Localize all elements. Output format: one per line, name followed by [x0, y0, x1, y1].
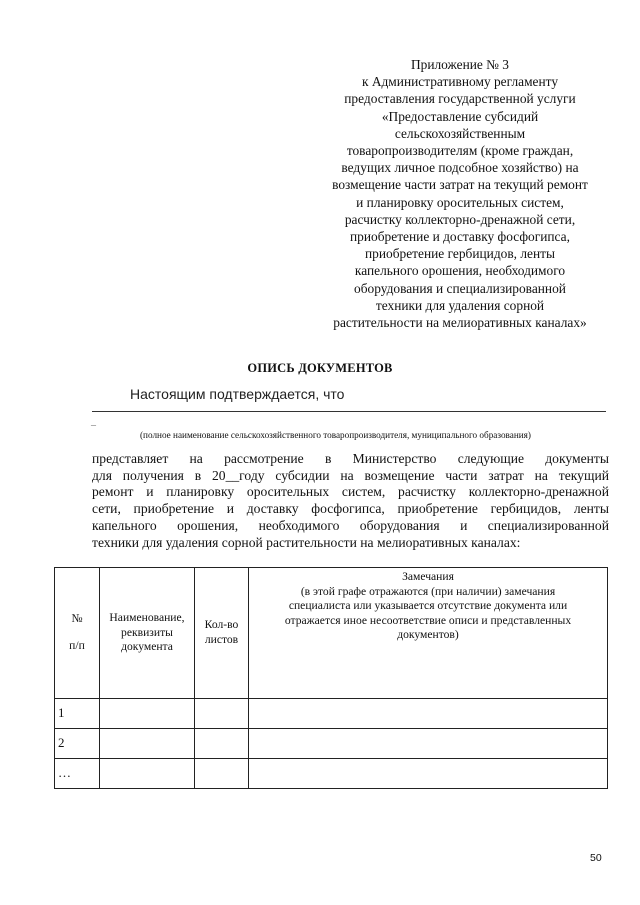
appendix-line: капельного орошения, необходимого	[354, 263, 566, 279]
table-header-row	[55, 568, 608, 699]
table-row	[55, 699, 608, 729]
row-document-name-cell[interactable]	[100, 729, 195, 759]
header-text-line: Наименование,	[109, 611, 185, 625]
body-paragraph	[92, 451, 609, 551]
header-text-line: (в этой графе отражаются (при наличии) замечания	[300, 584, 556, 598]
body-line: техники для удаления сорной растительности на мелиоративных каналах:	[92, 534, 521, 550]
appendix-line: предоставления государственной услуги	[344, 91, 576, 107]
header-number-label: п/п	[69, 639, 85, 652]
row-page-count-cell[interactable]	[195, 699, 249, 729]
row-page-count-cell[interactable]	[195, 759, 249, 789]
appendix-line: к Административному регламенту	[361, 74, 559, 90]
body-line: сети, приобретение и доставку фосфогипса, приобретение гербицидов, ленты	[92, 501, 609, 517]
header-text-line: Замечания	[402, 570, 454, 583]
header-number	[55, 568, 100, 699]
header-text-line: реквизиты	[121, 625, 173, 639]
row-page-count-cell[interactable]	[195, 729, 249, 759]
header-text-line: документов)	[397, 628, 459, 642]
page-number: 50	[590, 852, 602, 864]
header-page-count	[195, 568, 249, 699]
appendix-header	[300, 56, 620, 331]
body-line: капельного орошения, необходимого оборудования и специализированной	[92, 517, 609, 533]
appendix-line: расчистку коллекторно-дренажной сети,	[344, 211, 576, 227]
header-text-line: листов	[204, 633, 239, 646]
table-row	[55, 729, 608, 759]
appendix-line: «Предоставление субсидий	[381, 108, 539, 124]
appendix-line: оборудования и специализированной	[354, 280, 566, 296]
header-text-line: Кол-во	[204, 618, 239, 632]
header-text-line: отражается иное несоответствие описи и представленных	[284, 613, 572, 627]
documents-table	[54, 567, 608, 789]
row-number: 1	[55, 699, 100, 729]
row-notes-cell[interactable]	[249, 729, 608, 759]
body-line: для получения в 20__году субсидии на возмещение части затрат на текущий	[92, 467, 609, 483]
appendix-line: сельскохозяйственным	[394, 125, 526, 141]
fill-in-caption: (полное наименование сельскохозяйственного товаропроизводителя, муниципального образования)	[140, 430, 531, 440]
header-text-line: специалиста или указывается отсутствие документа или	[288, 599, 568, 613]
header-number-sign: №	[71, 612, 83, 626]
confirm-text: Настоящим подтверждается, что	[130, 386, 345, 402]
body-line: ремонт и планировку оросительных систем, расчистку коллекторно-дренажной	[92, 484, 609, 500]
fill-in-line[interactable]	[92, 411, 606, 412]
body-line: представляет на рассмотрение в Министерство следующие документы	[92, 451, 609, 466]
appendix-line: товаропроизводителям (кроме граждан,	[346, 143, 574, 159]
underline-mark: _	[91, 416, 96, 427]
row-number: …	[55, 759, 100, 789]
appendix-line: Приложение № 3	[410, 57, 510, 72]
appendix-line: возмещение части затрат на текущий ремонт	[332, 177, 588, 193]
row-document-name-cell[interactable]	[100, 699, 195, 729]
document-title: ОПИСЬ ДОКУМЕНТОВ	[247, 361, 393, 375]
appendix-line: ведущих личное подсобное хозяйство) на	[341, 160, 579, 176]
row-notes-cell[interactable]	[249, 759, 608, 789]
row-notes-cell[interactable]	[249, 699, 608, 729]
header-text-line: документа	[121, 640, 173, 654]
row-document-name-cell[interactable]	[100, 759, 195, 789]
appendix-line: приобретение и доставку фосфогипса,	[350, 229, 570, 245]
header-notes	[249, 568, 608, 699]
appendix-line: приобретение гербицидов, ленты	[364, 246, 556, 262]
appendix-line: и планировку оросительных систем,	[356, 194, 564, 210]
header-document-name	[100, 568, 195, 699]
row-number: 2	[55, 729, 100, 759]
table-row	[55, 759, 608, 789]
appendix-line: техники для удаления сорной	[375, 297, 545, 313]
appendix-line: растительности на мелиоративных каналах»	[333, 315, 587, 331]
